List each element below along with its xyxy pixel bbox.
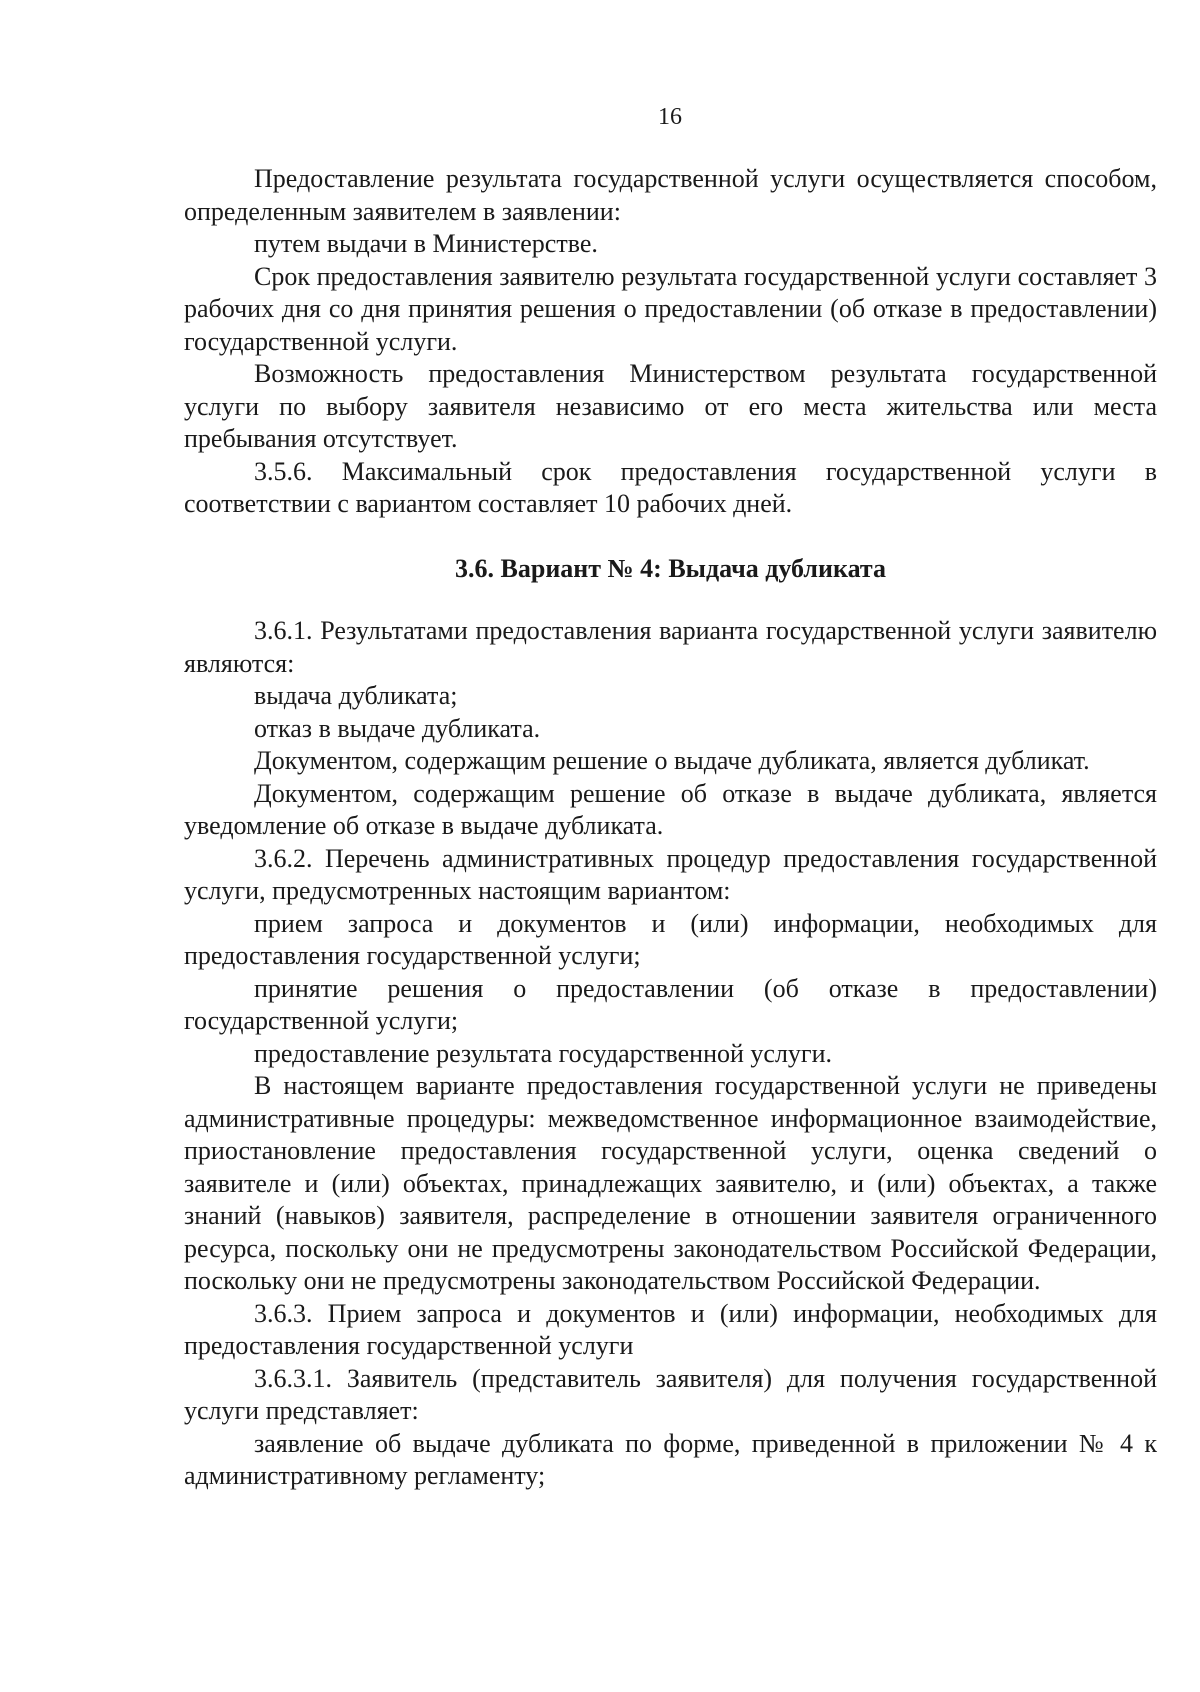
paragraph: 3.6.3. Прием запроса и документов и (или) информации, необходимых для предоставления государственной услуги <box>184 1298 1157 1360</box>
paragraph: принятие решения о предоставлении (об отказе в предоставлении) государственной услуги; <box>184 973 1157 1035</box>
paragraph: В настоящем варианте предоставления государственной услуги не приведены административные процедуры: межведомственное информационное взаимодействие, приостановление предоставления государственной услуги, оценка сведений о заявителе и (или) объектах, принадлежащих заявителю, и (или) объектах, а также знаний (навыков) заявителя, распределение в отношении заявителя ограниченного ресурса, поскольку они не предусмотрены законодательством Российской Федерации, поскольку они не предусмотрены законодательством Российской Федерации. <box>184 1071 1157 1295</box>
paragraph: путем выдачи в Министерстве. <box>254 229 598 258</box>
paragraph: 3.6.1. Результатами предоставления варианта государственной услуги заявителю являются: <box>184 616 1157 678</box>
paragraph: предоставление результата государственной услуги. <box>254 1038 833 1068</box>
paragraph: 3.5.6. Максимальный срок предоставления государственной услуги в соответствии с вариантом составляет 10 рабочих дней. <box>184 456 1157 518</box>
section-heading: 3.6. Вариант № 4: Выдача дубликата <box>455 553 886 583</box>
paragraph: Документом, содержащим решение о выдаче дубликата, является дубликат. <box>254 746 1090 775</box>
page-number: 16 <box>658 104 682 130</box>
paragraph: Возможность предоставления Министерством результата государственной услуги по выбору заявителя независимо от его места жительства или места пребывания отсутствует. <box>184 359 1157 453</box>
paragraph: 3.6.3.1. Заявитель (представитель заявителя) для получения государственной услуги представляет: <box>184 1363 1157 1425</box>
paragraph: 3.6.2. Перечень административных процедур предоставления государственной услуги, предусмотренных настоящим вариантом: <box>184 843 1157 905</box>
paragraph: прием запроса и документов и (или) информации, необходимых для предоставления государственной услуги; <box>184 908 1157 970</box>
paragraph: Предоставление результата государственной услуги осуществляется способом, определенным заявителем в заявлении: <box>184 164 1157 226</box>
paragraph: отказ в выдаче дубликата. <box>254 713 541 743</box>
paragraph: заявление об выдаче дубликата по форме, приведенной в приложении № 4 к административному регламенту; <box>184 1428 1157 1490</box>
paragraph: Документом, содержащим решение об отказе в выдаче дубликата, является уведомление об отказе в выдаче дубликата. <box>184 778 1157 840</box>
paragraph: выдача дубликата; <box>254 681 458 710</box>
document-body <box>184 163 1157 1493</box>
paragraph: Срок предоставления заявителю результата государственной услуги составляет 3 рабочих дня со дня принятия решения о предоставлении (об отказе в предоставлении) государственной услуги. <box>184 261 1157 356</box>
